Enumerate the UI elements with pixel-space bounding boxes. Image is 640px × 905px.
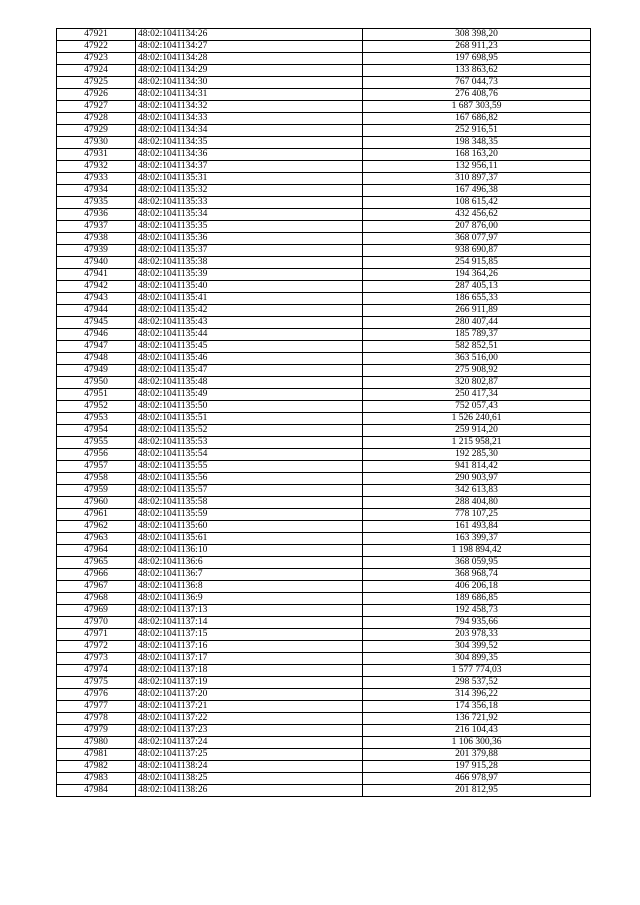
cadastral-value-cell: 174 356,18 (363, 701, 591, 713)
row-number-cell: 47924 (57, 65, 136, 77)
cadastral-value-table (56, 28, 591, 797)
table-row (57, 569, 591, 581)
cadastral-number-cell: 48:02:1041137:22 (136, 713, 363, 725)
row-number-cell: 47968 (57, 593, 136, 605)
row-number-cell: 47945 (57, 317, 136, 329)
table-row (57, 53, 591, 65)
cadastral-number-cell: 48:02:1041134:26 (136, 29, 363, 41)
table-row (57, 269, 591, 281)
row-number-cell: 47937 (57, 221, 136, 233)
cadastral-value-cell: 276 408,76 (363, 89, 591, 101)
cadastral-number-cell: 48:02:1041135:41 (136, 293, 363, 305)
row-number-cell: 47969 (57, 605, 136, 617)
cadastral-number-cell: 48:02:1041137:13 (136, 605, 363, 617)
cadastral-number-cell: 48:02:1041134:29 (136, 65, 363, 77)
table-row (57, 89, 591, 101)
table-row (57, 449, 591, 461)
cadastral-number-cell: 48:02:1041137:18 (136, 665, 363, 677)
cadastral-number-cell: 48:02:1041135:53 (136, 437, 363, 449)
row-number-cell: 47984 (57, 785, 136, 797)
row-number-cell: 47921 (57, 29, 136, 41)
table-row (57, 533, 591, 545)
row-number-cell: 47954 (57, 425, 136, 437)
row-number-cell: 47952 (57, 401, 136, 413)
row-number-cell: 47971 (57, 629, 136, 641)
cadastral-number-cell: 48:02:1041135:58 (136, 497, 363, 509)
table-row (57, 305, 591, 317)
table-row (57, 485, 591, 497)
table-row (57, 341, 591, 353)
cadastral-value-cell: 252 916,51 (363, 125, 591, 137)
cadastral-value-cell: 167 686,82 (363, 113, 591, 125)
cadastral-value-cell: 342 613,83 (363, 485, 591, 497)
table-row (57, 761, 591, 773)
cadastral-value-cell: 310 897,37 (363, 173, 591, 185)
cadastral-value-cell: 194 364,26 (363, 269, 591, 281)
row-number-cell: 47923 (57, 53, 136, 65)
table-row (57, 629, 591, 641)
table-row (57, 293, 591, 305)
table-row (57, 221, 591, 233)
row-number-cell: 47939 (57, 245, 136, 257)
cadastral-number-cell: 48:02:1041134:31 (136, 89, 363, 101)
cadastral-number-cell: 48:02:1041135:57 (136, 485, 363, 497)
cadastral-number-cell: 48:02:1041134:35 (136, 137, 363, 149)
row-number-cell: 47941 (57, 269, 136, 281)
cadastral-number-cell: 48:02:1041134:32 (136, 101, 363, 113)
row-number-cell: 47963 (57, 533, 136, 545)
row-number-cell: 47976 (57, 689, 136, 701)
cadastral-number-cell: 48:02:1041135:56 (136, 473, 363, 485)
row-number-cell: 47966 (57, 569, 136, 581)
cadastral-value-cell: 197 698,95 (363, 53, 591, 65)
row-number-cell: 47975 (57, 677, 136, 689)
row-number-cell: 47964 (57, 545, 136, 557)
cadastral-value-cell: 203 978,33 (363, 629, 591, 641)
cadastral-number-cell: 48:02:1041135:39 (136, 269, 363, 281)
cadastral-number-cell: 48:02:1041134:34 (136, 125, 363, 137)
row-number-cell: 47956 (57, 449, 136, 461)
cadastral-value-cell: 185 789,37 (363, 329, 591, 341)
table-row (57, 509, 591, 521)
cadastral-value-cell: 1 106 300,36 (363, 737, 591, 749)
cadastral-value-cell: 192 458,73 (363, 605, 591, 617)
cadastral-value-cell: 275 908,92 (363, 365, 591, 377)
cadastral-number-cell: 48:02:1041137:17 (136, 653, 363, 665)
cadastral-value-cell: 752 057,43 (363, 401, 591, 413)
cadastral-number-cell: 48:02:1041135:31 (136, 173, 363, 185)
table-row (57, 149, 591, 161)
table-row (57, 545, 591, 557)
cadastral-number-cell: 48:02:1041135:40 (136, 281, 363, 293)
cadastral-number-cell: 48:02:1041135:37 (136, 245, 363, 257)
cadastral-value-cell: 161 493,84 (363, 521, 591, 533)
row-number-cell: 47965 (57, 557, 136, 569)
cadastral-value-cell: 198 348,35 (363, 137, 591, 149)
cadastral-number-cell: 48:02:1041138:24 (136, 761, 363, 773)
cadastral-number-cell: 48:02:1041135:52 (136, 425, 363, 437)
cadastral-value-cell: 163 399,37 (363, 533, 591, 545)
cadastral-value-cell: 136 721,92 (363, 713, 591, 725)
cadastral-number-cell: 48:02:1041135:44 (136, 329, 363, 341)
cadastral-value-cell: 406 206,18 (363, 581, 591, 593)
row-number-cell: 47943 (57, 293, 136, 305)
cadastral-value-cell: 363 516,00 (363, 353, 591, 365)
row-number-cell: 47926 (57, 89, 136, 101)
row-number-cell: 47931 (57, 149, 136, 161)
cadastral-number-cell: 48:02:1041134:27 (136, 41, 363, 53)
cadastral-value-cell: 368 059,95 (363, 557, 591, 569)
table-row (57, 749, 591, 761)
cadastral-value-cell: 287 405,13 (363, 281, 591, 293)
cadastral-number-cell: 48:02:1041134:28 (136, 53, 363, 65)
row-number-cell: 47928 (57, 113, 136, 125)
cadastral-value-cell: 108 615,42 (363, 197, 591, 209)
table-row (57, 233, 591, 245)
table-row (57, 653, 591, 665)
table-row (57, 65, 591, 77)
cadastral-number-cell: 48:02:1041137:19 (136, 677, 363, 689)
cadastral-value-cell: 132 956,11 (363, 161, 591, 173)
table-row (57, 617, 591, 629)
cadastral-value-cell: 280 407,44 (363, 317, 591, 329)
cadastral-number-cell: 48:02:1041136:9 (136, 593, 363, 605)
row-number-cell: 47959 (57, 485, 136, 497)
cadastral-value-cell: 168 163,20 (363, 149, 591, 161)
cadastral-value-cell: 259 914,20 (363, 425, 591, 437)
cadastral-number-cell: 48:02:1041136:8 (136, 581, 363, 593)
cadastral-value-cell: 368 077,97 (363, 233, 591, 245)
cadastral-number-cell: 48:02:1041135:60 (136, 521, 363, 533)
cadastral-number-cell: 48:02:1041134:30 (136, 77, 363, 89)
cadastral-value-cell: 314 396,22 (363, 689, 591, 701)
row-number-cell: 47977 (57, 701, 136, 713)
cadastral-number-cell: 48:02:1041137:20 (136, 689, 363, 701)
cadastral-number-cell: 48:02:1041135:61 (136, 533, 363, 545)
row-number-cell: 47972 (57, 641, 136, 653)
row-number-cell: 47927 (57, 101, 136, 113)
cadastral-number-cell: 48:02:1041135:51 (136, 413, 363, 425)
cadastral-number-cell: 48:02:1041135:34 (136, 209, 363, 221)
cadastral-number-cell: 48:02:1041135:54 (136, 449, 363, 461)
table-row (57, 785, 591, 797)
row-number-cell: 47950 (57, 377, 136, 389)
cadastral-value-cell: 304 899,35 (363, 653, 591, 665)
table-row (57, 689, 591, 701)
table-row (57, 605, 591, 617)
cadastral-value-cell: 189 686,85 (363, 593, 591, 605)
cadastral-value-cell: 201 812,95 (363, 785, 591, 797)
table-row (57, 245, 591, 257)
cadastral-value-cell: 167 496,38 (363, 185, 591, 197)
row-number-cell: 47934 (57, 185, 136, 197)
table-row (57, 521, 591, 533)
cadastral-value-cell: 268 911,23 (363, 41, 591, 53)
row-number-cell: 47955 (57, 437, 136, 449)
cadastral-number-cell: 48:02:1041135:59 (136, 509, 363, 521)
table-row (57, 209, 591, 221)
table-row (57, 77, 591, 89)
cadastral-value-cell: 216 104,43 (363, 725, 591, 737)
row-number-cell: 47967 (57, 581, 136, 593)
row-number-cell: 47960 (57, 497, 136, 509)
table-row (57, 425, 591, 437)
cadastral-number-cell: 48:02:1041137:15 (136, 629, 363, 641)
table-row (57, 737, 591, 749)
table-row (57, 593, 591, 605)
table-row (57, 317, 591, 329)
table-row (57, 377, 591, 389)
cadastral-value-cell: 1 577 774,03 (363, 665, 591, 677)
cadastral-number-cell: 48:02:1041135:48 (136, 377, 363, 389)
cadastral-number-cell: 48:02:1041137:25 (136, 749, 363, 761)
table-row (57, 137, 591, 149)
table-row (57, 473, 591, 485)
table-row (57, 581, 591, 593)
cadastral-number-cell: 48:02:1041134:37 (136, 161, 363, 173)
cadastral-value-cell: 1 526 240,61 (363, 413, 591, 425)
table-row (57, 173, 591, 185)
cadastral-value-cell: 1 687 303,59 (363, 101, 591, 113)
row-number-cell: 47953 (57, 413, 136, 425)
cadastral-number-cell: 48:02:1041136:7 (136, 569, 363, 581)
table-row (57, 497, 591, 509)
cadastral-value-cell: 941 814,42 (363, 461, 591, 473)
row-number-cell: 47970 (57, 617, 136, 629)
table-row (57, 437, 591, 449)
cadastral-number-cell: 48:02:1041135:35 (136, 221, 363, 233)
row-number-cell: 47922 (57, 41, 136, 53)
cadastral-value-cell: 254 915,85 (363, 257, 591, 269)
table-row (57, 41, 591, 53)
row-number-cell: 47938 (57, 233, 136, 245)
cadastral-value-cell: 298 537,52 (363, 677, 591, 689)
cadastral-value-cell: 192 285,30 (363, 449, 591, 461)
table-row (57, 161, 591, 173)
cadastral-number-cell: 48:02:1041135:42 (136, 305, 363, 317)
cadastral-value-cell: 767 044,73 (363, 77, 591, 89)
cadastral-value-cell: 201 379,88 (363, 749, 591, 761)
cadastral-value-cell: 207 876,00 (363, 221, 591, 233)
table-row (57, 113, 591, 125)
cadastral-number-cell: 48:02:1041134:33 (136, 113, 363, 125)
cadastral-number-cell: 48:02:1041137:16 (136, 641, 363, 653)
table-row (57, 413, 591, 425)
row-number-cell: 47958 (57, 473, 136, 485)
cadastral-value-cell: 938 690,87 (363, 245, 591, 257)
table-row (57, 197, 591, 209)
table-row (57, 185, 591, 197)
row-number-cell: 47980 (57, 737, 136, 749)
cadastral-number-cell: 48:02:1041136:6 (136, 557, 363, 569)
cadastral-value-cell: 582 852,51 (363, 341, 591, 353)
row-number-cell: 47978 (57, 713, 136, 725)
row-number-cell: 47929 (57, 125, 136, 137)
table-row (57, 713, 591, 725)
cadastral-number-cell: 48:02:1041134:36 (136, 149, 363, 161)
row-number-cell: 47947 (57, 341, 136, 353)
cadastral-value-cell: 1 198 894,42 (363, 545, 591, 557)
cadastral-value-cell: 197 915,28 (363, 761, 591, 773)
cadastral-number-cell: 48:02:1041135:45 (136, 341, 363, 353)
table-row (57, 125, 591, 137)
cadastral-number-cell: 48:02:1041135:36 (136, 233, 363, 245)
cadastral-number-cell: 48:02:1041135:49 (136, 389, 363, 401)
row-number-cell: 47949 (57, 365, 136, 377)
cadastral-value-cell: 432 456,62 (363, 209, 591, 221)
row-number-cell: 47983 (57, 773, 136, 785)
cadastral-value-cell: 266 911,89 (363, 305, 591, 317)
cadastral-number-cell: 48:02:1041137:24 (136, 737, 363, 749)
cadastral-value-cell: 133 863,62 (363, 65, 591, 77)
table-row (57, 329, 591, 341)
table-row (57, 257, 591, 269)
cadastral-number-cell: 48:02:1041135:38 (136, 257, 363, 269)
cadastral-number-cell: 48:02:1041137:23 (136, 725, 363, 737)
table-row (57, 557, 591, 569)
cadastral-number-cell: 48:02:1041135:33 (136, 197, 363, 209)
cadastral-value-cell: 250 417,34 (363, 389, 591, 401)
row-number-cell: 47940 (57, 257, 136, 269)
cadastral-value-cell: 290 903,97 (363, 473, 591, 485)
table-row (57, 701, 591, 713)
cadastral-number-cell: 48:02:1041138:25 (136, 773, 363, 785)
cadastral-number-cell: 48:02:1041138:26 (136, 785, 363, 797)
row-number-cell: 47951 (57, 389, 136, 401)
row-number-cell: 47944 (57, 305, 136, 317)
row-number-cell: 47948 (57, 353, 136, 365)
table-body (57, 29, 591, 797)
row-number-cell: 47936 (57, 209, 136, 221)
row-number-cell: 47933 (57, 173, 136, 185)
cadastral-value-cell: 304 399,52 (363, 641, 591, 653)
table-row (57, 461, 591, 473)
row-number-cell: 47962 (57, 521, 136, 533)
cadastral-value-cell: 466 978,97 (363, 773, 591, 785)
cadastral-number-cell: 48:02:1041136:10 (136, 545, 363, 557)
table-row (57, 677, 591, 689)
table-row (57, 389, 591, 401)
row-number-cell: 47961 (57, 509, 136, 521)
row-number-cell: 47942 (57, 281, 136, 293)
cadastral-number-cell: 48:02:1041135:50 (136, 401, 363, 413)
table-row (57, 101, 591, 113)
cadastral-value-cell: 186 655,33 (363, 293, 591, 305)
row-number-cell: 47979 (57, 725, 136, 737)
row-number-cell: 47982 (57, 761, 136, 773)
cadastral-value-cell: 1 215 958,21 (363, 437, 591, 449)
cadastral-number-cell: 48:02:1041135:43 (136, 317, 363, 329)
cadastral-value-cell: 320 802,87 (363, 377, 591, 389)
row-number-cell: 47974 (57, 665, 136, 677)
cadastral-value-cell: 778 107,25 (363, 509, 591, 521)
table-row (57, 641, 591, 653)
row-number-cell: 47957 (57, 461, 136, 473)
cadastral-number-cell: 48:02:1041137:21 (136, 701, 363, 713)
row-number-cell: 47932 (57, 161, 136, 173)
row-number-cell: 47946 (57, 329, 136, 341)
table-row (57, 725, 591, 737)
cadastral-value-cell: 308 398,20 (363, 29, 591, 41)
table-row (57, 401, 591, 413)
cadastral-number-cell: 48:02:1041135:55 (136, 461, 363, 473)
cadastral-number-cell: 48:02:1041135:47 (136, 365, 363, 377)
row-number-cell: 47925 (57, 77, 136, 89)
cadastral-value-cell: 368 968,74 (363, 569, 591, 581)
table-row (57, 281, 591, 293)
table-row (57, 773, 591, 785)
cadastral-value-cell: 288 404,80 (363, 497, 591, 509)
table-row (57, 365, 591, 377)
cadastral-number-cell: 48:02:1041135:46 (136, 353, 363, 365)
cadastral-value-cell: 794 935,66 (363, 617, 591, 629)
table-row (57, 353, 591, 365)
cadastral-number-cell: 48:02:1041135:32 (136, 185, 363, 197)
row-number-cell: 47935 (57, 197, 136, 209)
table-row (57, 665, 591, 677)
table-row (57, 29, 591, 41)
row-number-cell: 47930 (57, 137, 136, 149)
row-number-cell: 47973 (57, 653, 136, 665)
row-number-cell: 47981 (57, 749, 136, 761)
cadastral-number-cell: 48:02:1041137:14 (136, 617, 363, 629)
